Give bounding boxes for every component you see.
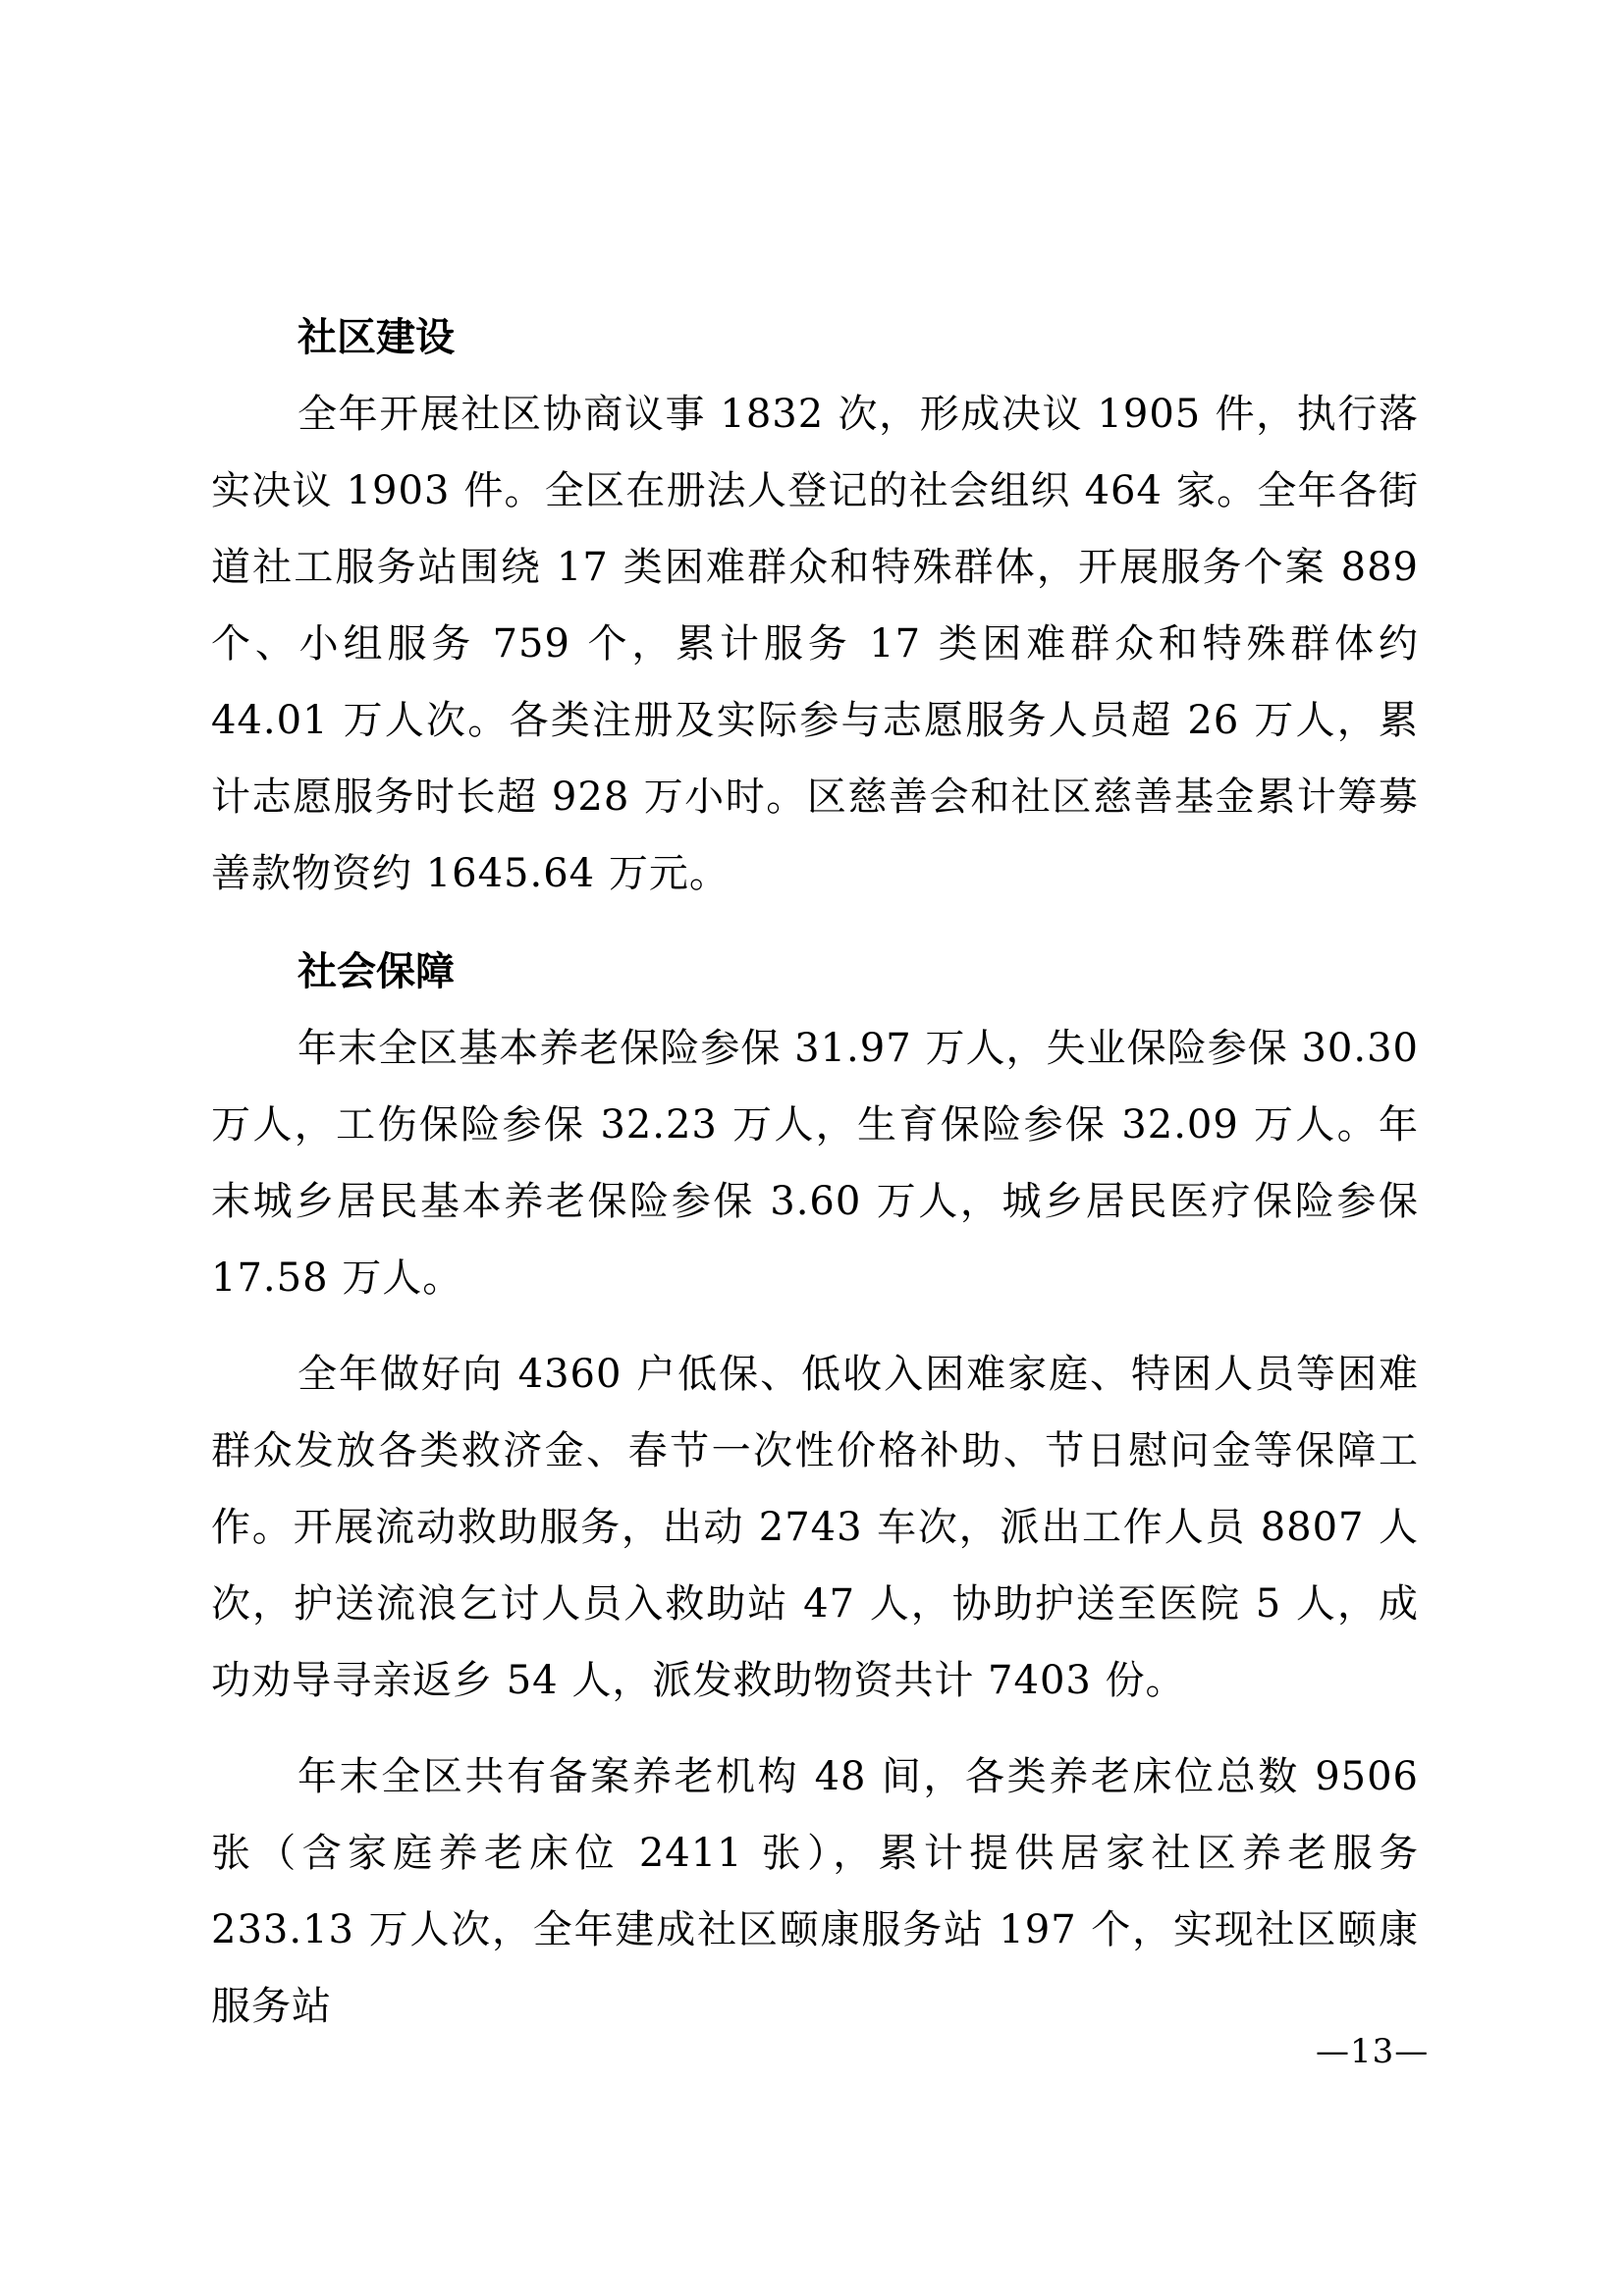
page-number: —13— <box>1316 2032 1430 2071</box>
section-heading-social-security: 社会保障 <box>298 949 455 994</box>
paragraph-elderly-care: 年末全区共有备案养老机构 48 间，各类养老床位总数 9506 张（含家庭养老床位 2411 张），累计提供居家社区养老服务 233.13 万人次，全年建成社区颐康服务站 197 个，实现社区颐康服务站 <box>211 1754 1419 2029</box>
section-heading-community-building: 社区建设 <box>298 315 455 360</box>
paragraph-relief: 全年做好向 4360 户低保、低收入困难家庭、特困人员等困难群众发放各类救济金、春节一次性价格补助、节日慰问金等保障工作。开展流动救助服务，出动 2743 车次，派出工作人员 8807 人次，护送流浪乞讨人员入救助站 47 人，协助护送至医院 5 人，成功劝导寻亲返乡 54 人，派发救助物资共计 7403 份。 <box>211 1352 1419 1703</box>
paragraph-community-building: 全年开展社区协商议事 1832 次，形成决议 1905 件，执行落实决议 1903 件。全区在册法人登记的社会组织 464 家。全年各街道社工服务站围绕 17 类困难群众和特殊群体，开展服务个案 889 个、小组服务 759 个，累计服务 17 类困难群众和特殊群体约 44.01 万人次。各类注册及实际参与志愿服务人员超 26 万人，累计志愿服务时长超 928 万小时。区慈善会和社区慈善基金累计筹募善款物资约 1645.64 万元。 <box>211 392 1419 896</box>
paragraph-insurance: 年末全区基本养老保险参保 31.97 万人，失业保险参保 30.30 万人，工伤保险参保 32.23 万人，生育保险参保 32.09 万人。年末城乡居民基本养老保险参保 3.60 万人，城乡居民医疗保险参保 17.58 万人。 <box>211 1026 1419 1301</box>
page-body <box>211 299 1419 2045</box>
